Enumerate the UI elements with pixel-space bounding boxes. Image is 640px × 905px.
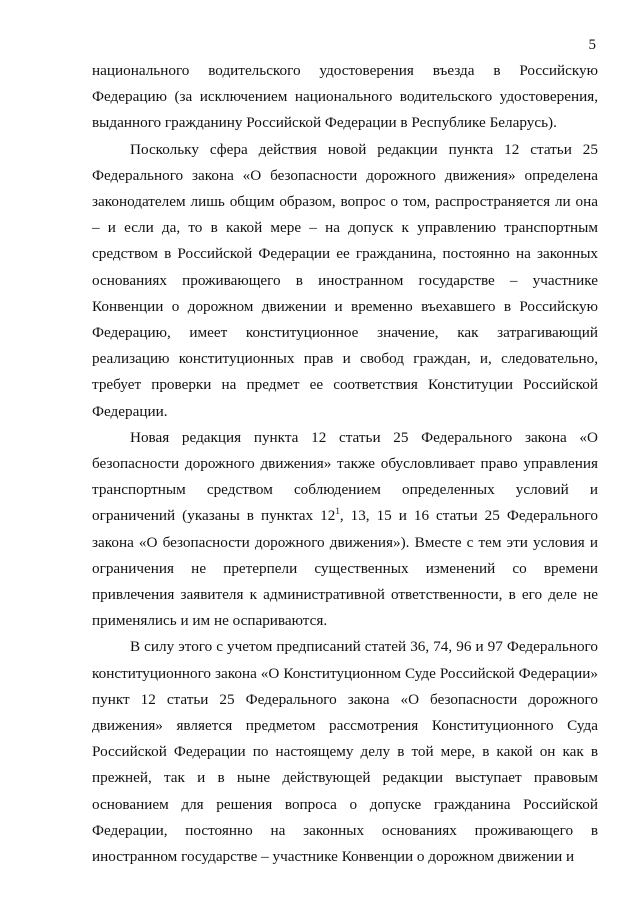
document-body xyxy=(92,58,598,870)
paragraph-text-before-superscript: Новая редакция пункта 12 статьи 25 Федерального закона «О безопасности дорожного движения» также обусловливает право управления транспортным средством соблюдением определенных условий и ограничений (указаны в пунктах 12 xyxy=(92,428,598,525)
paragraph-subject-of-review: В силу этого с учетом предписаний статей 36, 74, 96 и 97 Федерального конституционного закона «О Конституционном Суде Российской Федерации» пункт 12 статьи 25 Федерального закона «О безопасности дорожного движения» является предметом рассмотрения Конституционного Суда Российской Федерации по настоящему делу в той мере, в какой он как в прежней, так и в ныне действующей редакции выступает правовым основанием для решения вопроса о допуске гражданина Российской Федерации, постоянно на законных основаниях проживающего в иностранном государстве – участнике Конвенции о дорожном движении и xyxy=(92,638,598,866)
page-number: 5 xyxy=(588,37,596,53)
superscript-marker: 1 xyxy=(335,506,340,517)
paragraph-text-after-superscript: , 13, 15 и 16 статьи 25 Федерального закона «О безопасности дорожного движения»). Вместе с тем эти условия и ограничения не претерпели существенных изменений со времени привлечения заявителя к административной ответственности, в его деле не применялись и им не оспариваются. xyxy=(92,507,598,630)
paragraph-conditions-and-restrictions xyxy=(92,425,598,635)
paragraph-scope-of-amendment: Поскольку сфера действия новой редакции пункта 12 статьи 25 Федерального закона «О безопасности дорожного движения» определена законодателем лишь общим образом, вопрос о том, распространяется ли она – и если да, то в какой мере – на допуск к управлению транспортным средством в Российской Федерации ее гражданина, постоянно на законных основаниях проживающего в иностранном государстве – участнике Конвенции о дорожном движении и временно въехавшего в Российскую Федерацию, имеет конституционное значение, как затрагивающий реализацию конституционных прав и свобод граждан, и, следовательно, требует проверки на предмет ее соответствия Конституции Российской Федерации. xyxy=(92,140,598,420)
paragraph-continuation: национального водительского удостоверения въезда в Российскую Федерацию (за исключением национального водительского удостоверения, выданного гражданину Российской Федерации в Республике Беларусь). xyxy=(92,62,598,132)
